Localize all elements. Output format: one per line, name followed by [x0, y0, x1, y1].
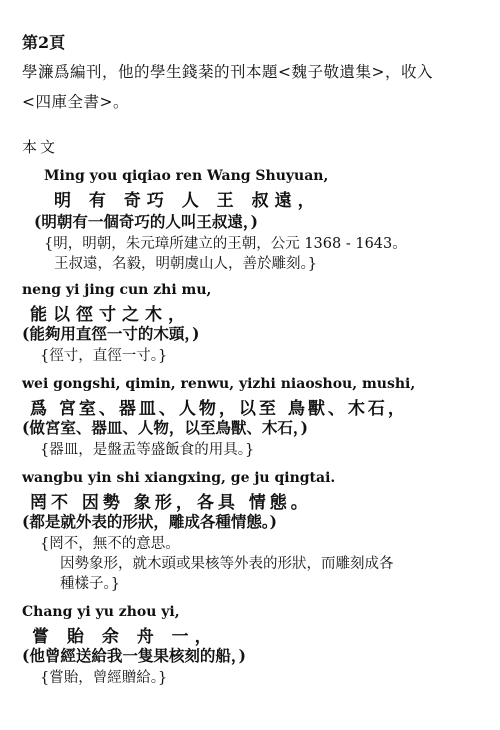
classical-text-line: 嘗 貽 余 舟 一， — [32, 627, 218, 647]
translation-line: (他曾經送給我一隻果核刻的船，) — [22, 646, 246, 665]
annotation-line: 王叔遠，名毅，明朝虞山人，善於雕刻。} — [54, 256, 317, 272]
pinyin-line: Ming you qiqiao ren Wang Shuyuan, — [44, 168, 329, 184]
annotation-line: {罔不，無不的意思。 — [40, 536, 180, 552]
pinyin-line: neng yi jing cun zhi mu, — [22, 282, 212, 298]
annotation-line: {明，明朝，朱元璋所建立的王朝，公元 1368 - 1643。 — [44, 236, 407, 252]
classical-text-line: 爲 宮室、器皿、人物，以至 鳥獸、木石， — [30, 399, 408, 419]
intro-line: <四庫全書>。 — [22, 93, 129, 111]
annotation-line: 種樣子。} — [60, 576, 120, 592]
annotation-line: {徑寸，直徑一寸。} — [40, 348, 168, 364]
annotation-line: {器皿，是盤盂等盛飯食的用具。} — [40, 442, 255, 458]
classical-text-line: 能以徑寸之木， — [30, 305, 191, 325]
translation-line: (都是就外表的形狀，雕成各種情態。) — [22, 512, 277, 531]
annotation-line: {嘗貽，曾經贈給。} — [40, 670, 168, 686]
intro-line: 學濂爲編刊，他的學生錢棻的刊本題<魏子敬遺集>，收入 — [22, 63, 433, 81]
classical-text-line: 明 有 奇巧 人 王 叔遠， — [54, 191, 321, 211]
page-number: 第2頁 — [22, 33, 66, 52]
classical-text-line: 罔不 因勢 象形，各具 情態。 — [30, 493, 312, 513]
pinyin-line: wei gongshi, qimin, renwu, yizhi niaoshou, mushi, — [22, 376, 416, 392]
translation-line: (做宮室、器皿、人物，以至鳥獸、木石，) — [22, 418, 308, 437]
translation-line: (明朝有一個奇巧的人叫王叔遠，) — [34, 212, 258, 231]
pinyin-line: Chang yi yu zhou yi, — [22, 604, 180, 620]
translation-line: (能夠用直徑一寸的木頭，) — [22, 324, 200, 343]
annotation-line: 因勢象形，就木頭或果核等外表的形狀，而雕刻成各 — [60, 556, 394, 572]
section-title: 本文 — [22, 138, 59, 156]
pinyin-line: wangbu yin shi xiangxing, ge ju qingtai. — [22, 470, 336, 486]
